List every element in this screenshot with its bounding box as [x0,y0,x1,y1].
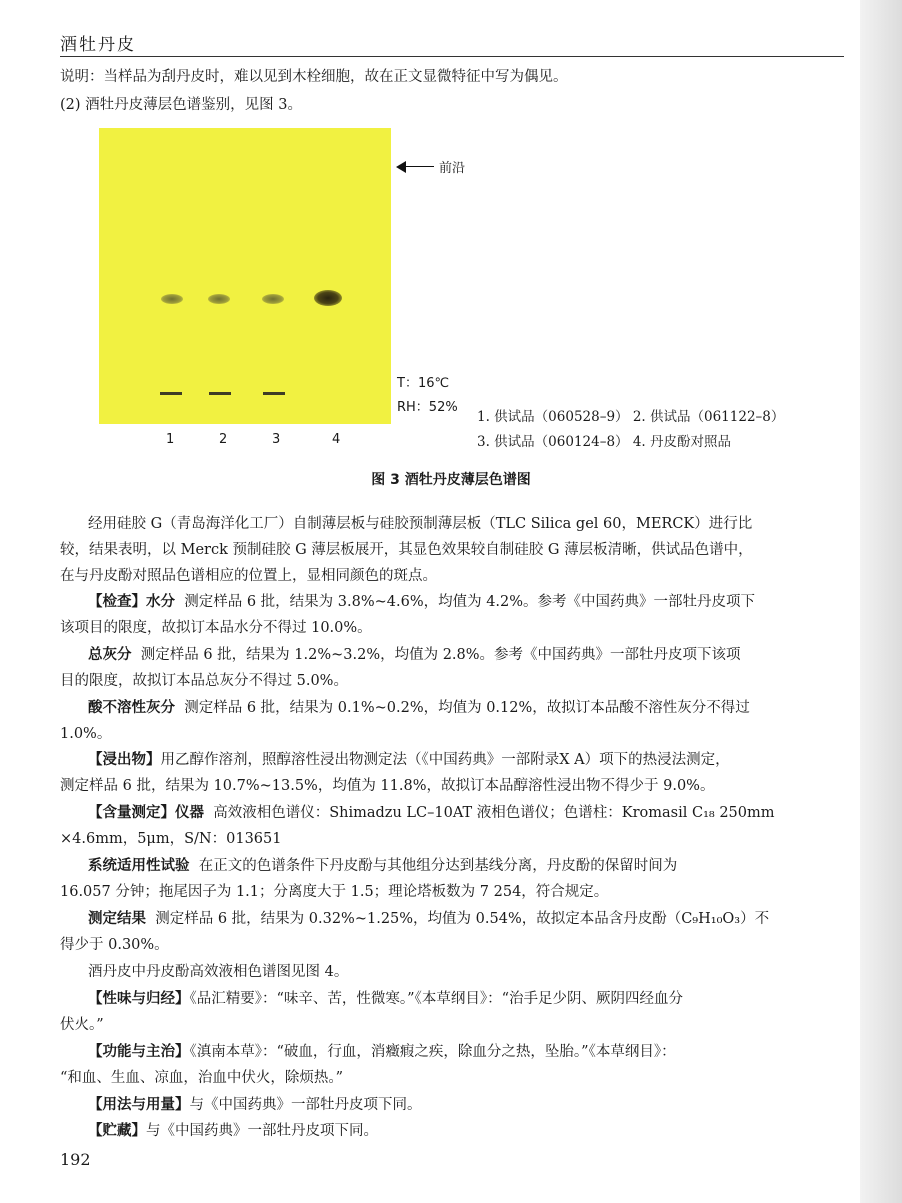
acid-ash-section [88,698,750,718]
storage-heading: 【贮藏】 [88,1123,146,1139]
header-rule [60,56,844,57]
figure-legend-line-2: 3. 供试品（060124–8） 4. 丹皮酚对照品 [477,434,732,450]
function-section [88,1042,676,1062]
running-header: 酒牡丹皮 [60,35,136,55]
lane-number-2: 2 [219,432,228,447]
paragraph-line: 在与丹皮酚对照品色谱相应的位置上，显相同颜色的斑点。 [60,568,437,584]
front-arrow-icon [396,161,406,173]
page-number: 192 [60,1150,91,1169]
assay-section [88,803,775,823]
moisture-section [88,592,755,612]
result-section [88,909,769,929]
front-label: 前沿 [439,161,466,176]
front-arrow-line [400,166,434,167]
tlc-spot-reference [314,290,342,306]
ash-text-cont: 目的限度，故拟订本品总灰分不得过 5.0%。 [60,673,348,689]
extract-heading: 【浸出物】 [88,752,161,768]
assay-heading: 【含量测定】仪器 [88,805,204,821]
lane-number-3: 3 [272,432,281,447]
tlc-spot-lane-1 [161,294,183,304]
storage-text: 与《中国药典》一部牡丹皮项下同。 [146,1123,378,1139]
tlc-origin-band-1 [160,392,182,395]
intro-note: 说明：当样品为刮丹皮时，难以见到木栓细胞，故在正文显微特征中写为偶见。 [60,69,568,85]
figure-legend-line-1: 1. 供试品（060528–9） 2. 供试品（061122–8） [477,409,785,425]
temperature-label: T：16℃ [397,376,450,391]
result-text: 测定样品 6 批，结果为 0.32%~1.25%，均值为 0.54%，故拟定本品含丹皮酚（C₉H₁₀O₃）不 [155,911,770,927]
lane-number-4: 4 [332,432,341,447]
ash-section [88,645,741,665]
tlc-origin-band-3 [263,392,285,395]
paragraph-line: 较，结果表明，以 Merck 预制硅胶 G 薄层板展开，其显色效果较自制硅胶 G 薄层板清晰，供试品色谱中， [60,542,753,558]
moisture-heading: 【检查】水分 [88,594,175,610]
extract-text-cont: 测定样品 6 批，结果为 10.7%~13.5%，均值为 11.8%，故拟订本品醇溶性浸出物不得少于 9.0%。 [60,778,715,794]
suitability-text: 在正文的色谱条件下丹皮酚与其他组分达到基线分离，丹皮酚的保留时间为 [198,858,678,874]
ash-heading: 总灰分 [88,647,132,663]
function-heading: 【功能与主治】 [88,1044,190,1060]
nature-section [88,989,683,1009]
nature-text: 《品汇精要》：“味辛、苦，性微寒。”《本草纲目》：“治手足少阴、厥阴四经血分 [189,991,683,1007]
assay-text: 高效液相色谱仪：Shimadzu LC–10AT 液相色谱仪；色谱柱：Kromasil C₁₈ 250mm [213,805,775,821]
tlc-origin-band-2 [209,392,231,395]
storage-section [88,1121,378,1141]
usage-section [88,1095,422,1115]
suitability-text-cont: 16.057 分钟；拖尾因子为 1.1；分离度大于 1.5；理论塔板数为 7 254，符合规定。 [60,884,609,900]
assay-text-cont: ×4.6mm，5μm，S/N：013651 [60,831,282,847]
page-edge-shadow [860,0,902,1203]
suitability-heading: 系统适用性试验 [88,858,190,874]
nature-text-cont: 伏火。” [60,1017,104,1033]
suitability-section [88,856,677,876]
moisture-text-cont: 该项目的限度，故拟订本品水分不得过 10.0%。 [60,620,372,636]
humidity-label: RH：52% [397,400,458,415]
ash-text: 测定样品 6 批，结果为 1.2%~3.2%，均值为 2.8%。参考《中国药典》一部牡丹皮项下该项 [140,647,741,663]
paragraph-line: 经用硅胶 G（青岛海洋化工厂）自制薄层板与硅胶预制薄层板（TLC Silica gel 60，MERCK）进行比 [88,516,753,532]
acid-ash-heading: 酸不溶性灰分 [88,700,175,716]
nature-heading: 【性味与归经】 [88,991,190,1007]
result-text-cont: 得少于 0.30%。 [60,937,169,953]
acid-ash-text-cont: 1.0%。 [60,726,112,742]
usage-text: 与《中国药典》一部牡丹皮项下同。 [189,1097,422,1113]
intro-item2: (2) 酒牡丹皮薄层色谱鉴别，见图 3。 [60,97,302,113]
extract-section [88,750,730,770]
tlc-plate [99,128,391,424]
function-text-cont: “和血、生血、凉血，治血中伏火，除烦热。” [60,1070,344,1086]
moisture-text: 测定样品 6 批，结果为 3.8%~4.6%，均值为 4.2%。参考《中国药典》一部牡丹皮项下 [184,594,756,610]
function-text: 《滇南本草》：“破血，行血，消癥瘕之疾，除血分之热，坠胎。”《本草纲目》： [189,1044,676,1060]
usage-heading: 【用法与用量】 [88,1097,190,1113]
tlc-spot-lane-3 [262,294,284,304]
lane-number-1: 1 [166,432,175,447]
tlc-spot-lane-2 [208,294,230,304]
figure-caption: 图 3 酒牡丹皮薄层色谱图 [371,472,531,488]
extract-text: 用乙醇作溶剂，照醇溶性浸出物测定法（《中国药典》一部附录Ⅹ A）项下的热浸法测定， [160,752,730,768]
acid-ash-text: 测定样品 6 批，结果为 0.1%~0.2%，均值为 0.12%，故拟订本品酸不溶性灰分不得过 [184,700,750,716]
hplc-reference: 酒丹皮中丹皮酚高效液相色谱图见图 4。 [88,964,349,980]
result-heading: 测定结果 [88,911,146,927]
